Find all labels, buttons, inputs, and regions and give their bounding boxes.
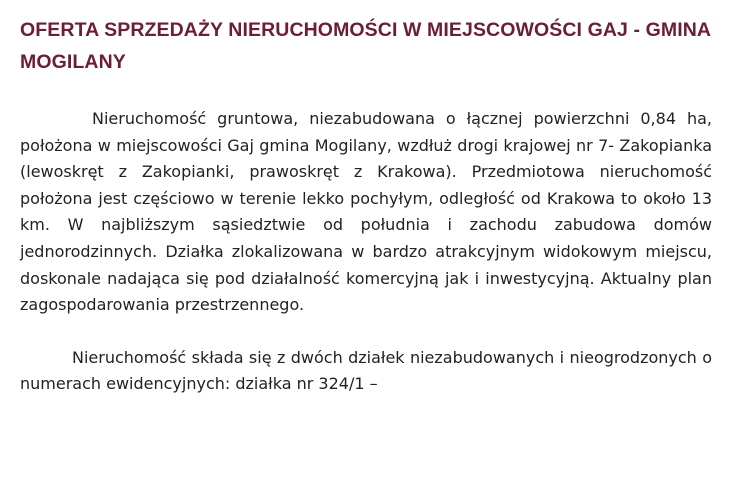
parcels-paragraph: Nieruchomość składa się z dwóch działek niezabudowanych i nieogrodzonych o numerach ewidencyjnych: działka nr 324/1 – (20, 347, 712, 394)
page-title: OFERTA SPRZEDAŻY NIERUCHOMOŚCI W MIEJSCOWOŚCI GAJ - GMINA MOGILANY (20, 19, 711, 73)
description-paragraph: Nieruchomość gruntowa, niezabudowana o łącznej powierzchni 0,84 ha, położona w miejscowości Gaj gmina Mogilany, wzdłuż drogi krajowej nr 7- Zakopianka (lewoskręt z Zakopianki, prawoskręt z Krakowa). Przedmiotowa nieruchomość położona jest częściowo w terenie lekko pochyłym, odległość od Krakowa to około 13 km. W najbliższym sąsiedztwie od południa i zachodu zabudowa domów jednorodzinnych. Działka zlokalizowana w bardzo atrakcyjnym widokowym miejscu, doskonale nadająca się pod działalność komercyjną jak i inwestycyjną. Aktualny plan zagospodarowania przestrzennego. (20, 109, 712, 315)
